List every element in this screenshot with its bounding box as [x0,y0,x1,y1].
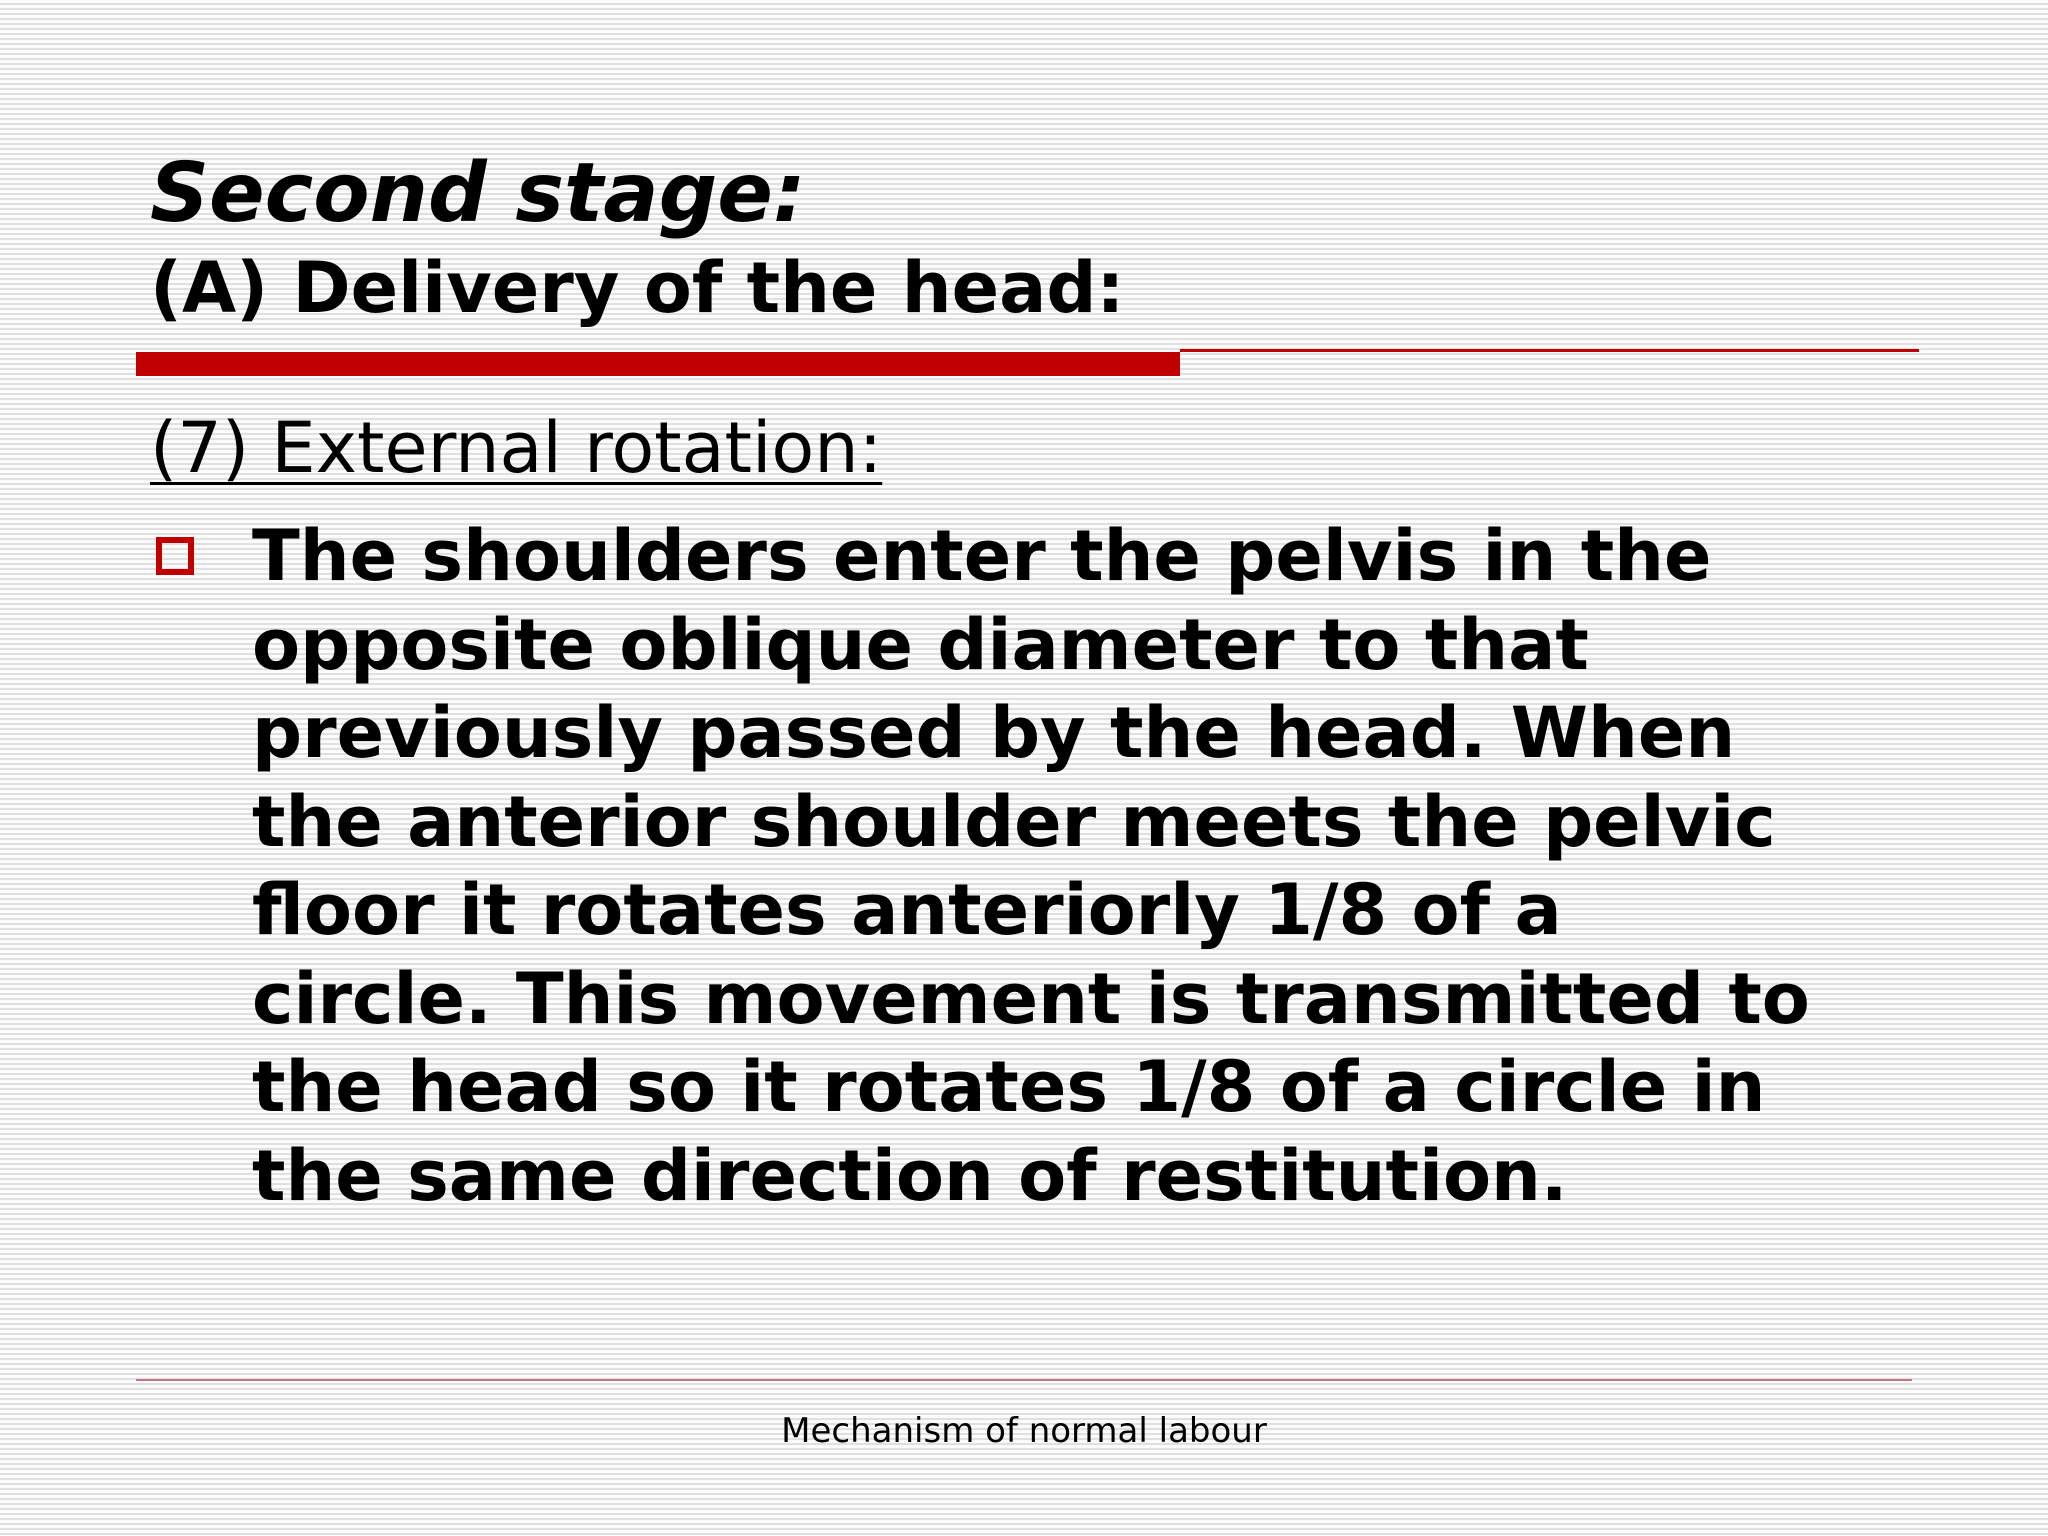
square-bullet-icon [156,537,194,575]
bullet-paragraph [252,512,1810,1220]
title-divider-thick [136,352,1180,376]
bullet-line: floor it rotates anteriorly 1/8 of a [252,869,1562,951]
footer-caption: Mechanism of normal labour [781,1411,1267,1451]
title-divider-thin [1180,349,1919,352]
section-heading: (7) External rotation: [150,407,883,489]
bullet-line: opposite oblique diameter to that [252,603,1589,686]
bullet-line: The shoulders enter the pelvis in the [252,515,1712,597]
bullet-line: the anterior shoulder meets the pelvic [252,780,1776,863]
slide-title: Second stage: [150,146,806,241]
bullet-line: circle. This movement is transmitted to [252,957,1810,1040]
bullet-line: the same direction of restitution. [252,1134,1568,1217]
bullet-line: previously passed by the head. When [252,692,1736,774]
slide-subtitle: (A) Delivery of the head: [150,247,1125,329]
footer-divider [136,1379,1912,1381]
bullet-line: the head so it rotates 1/8 of a circle in [252,1046,1766,1128]
